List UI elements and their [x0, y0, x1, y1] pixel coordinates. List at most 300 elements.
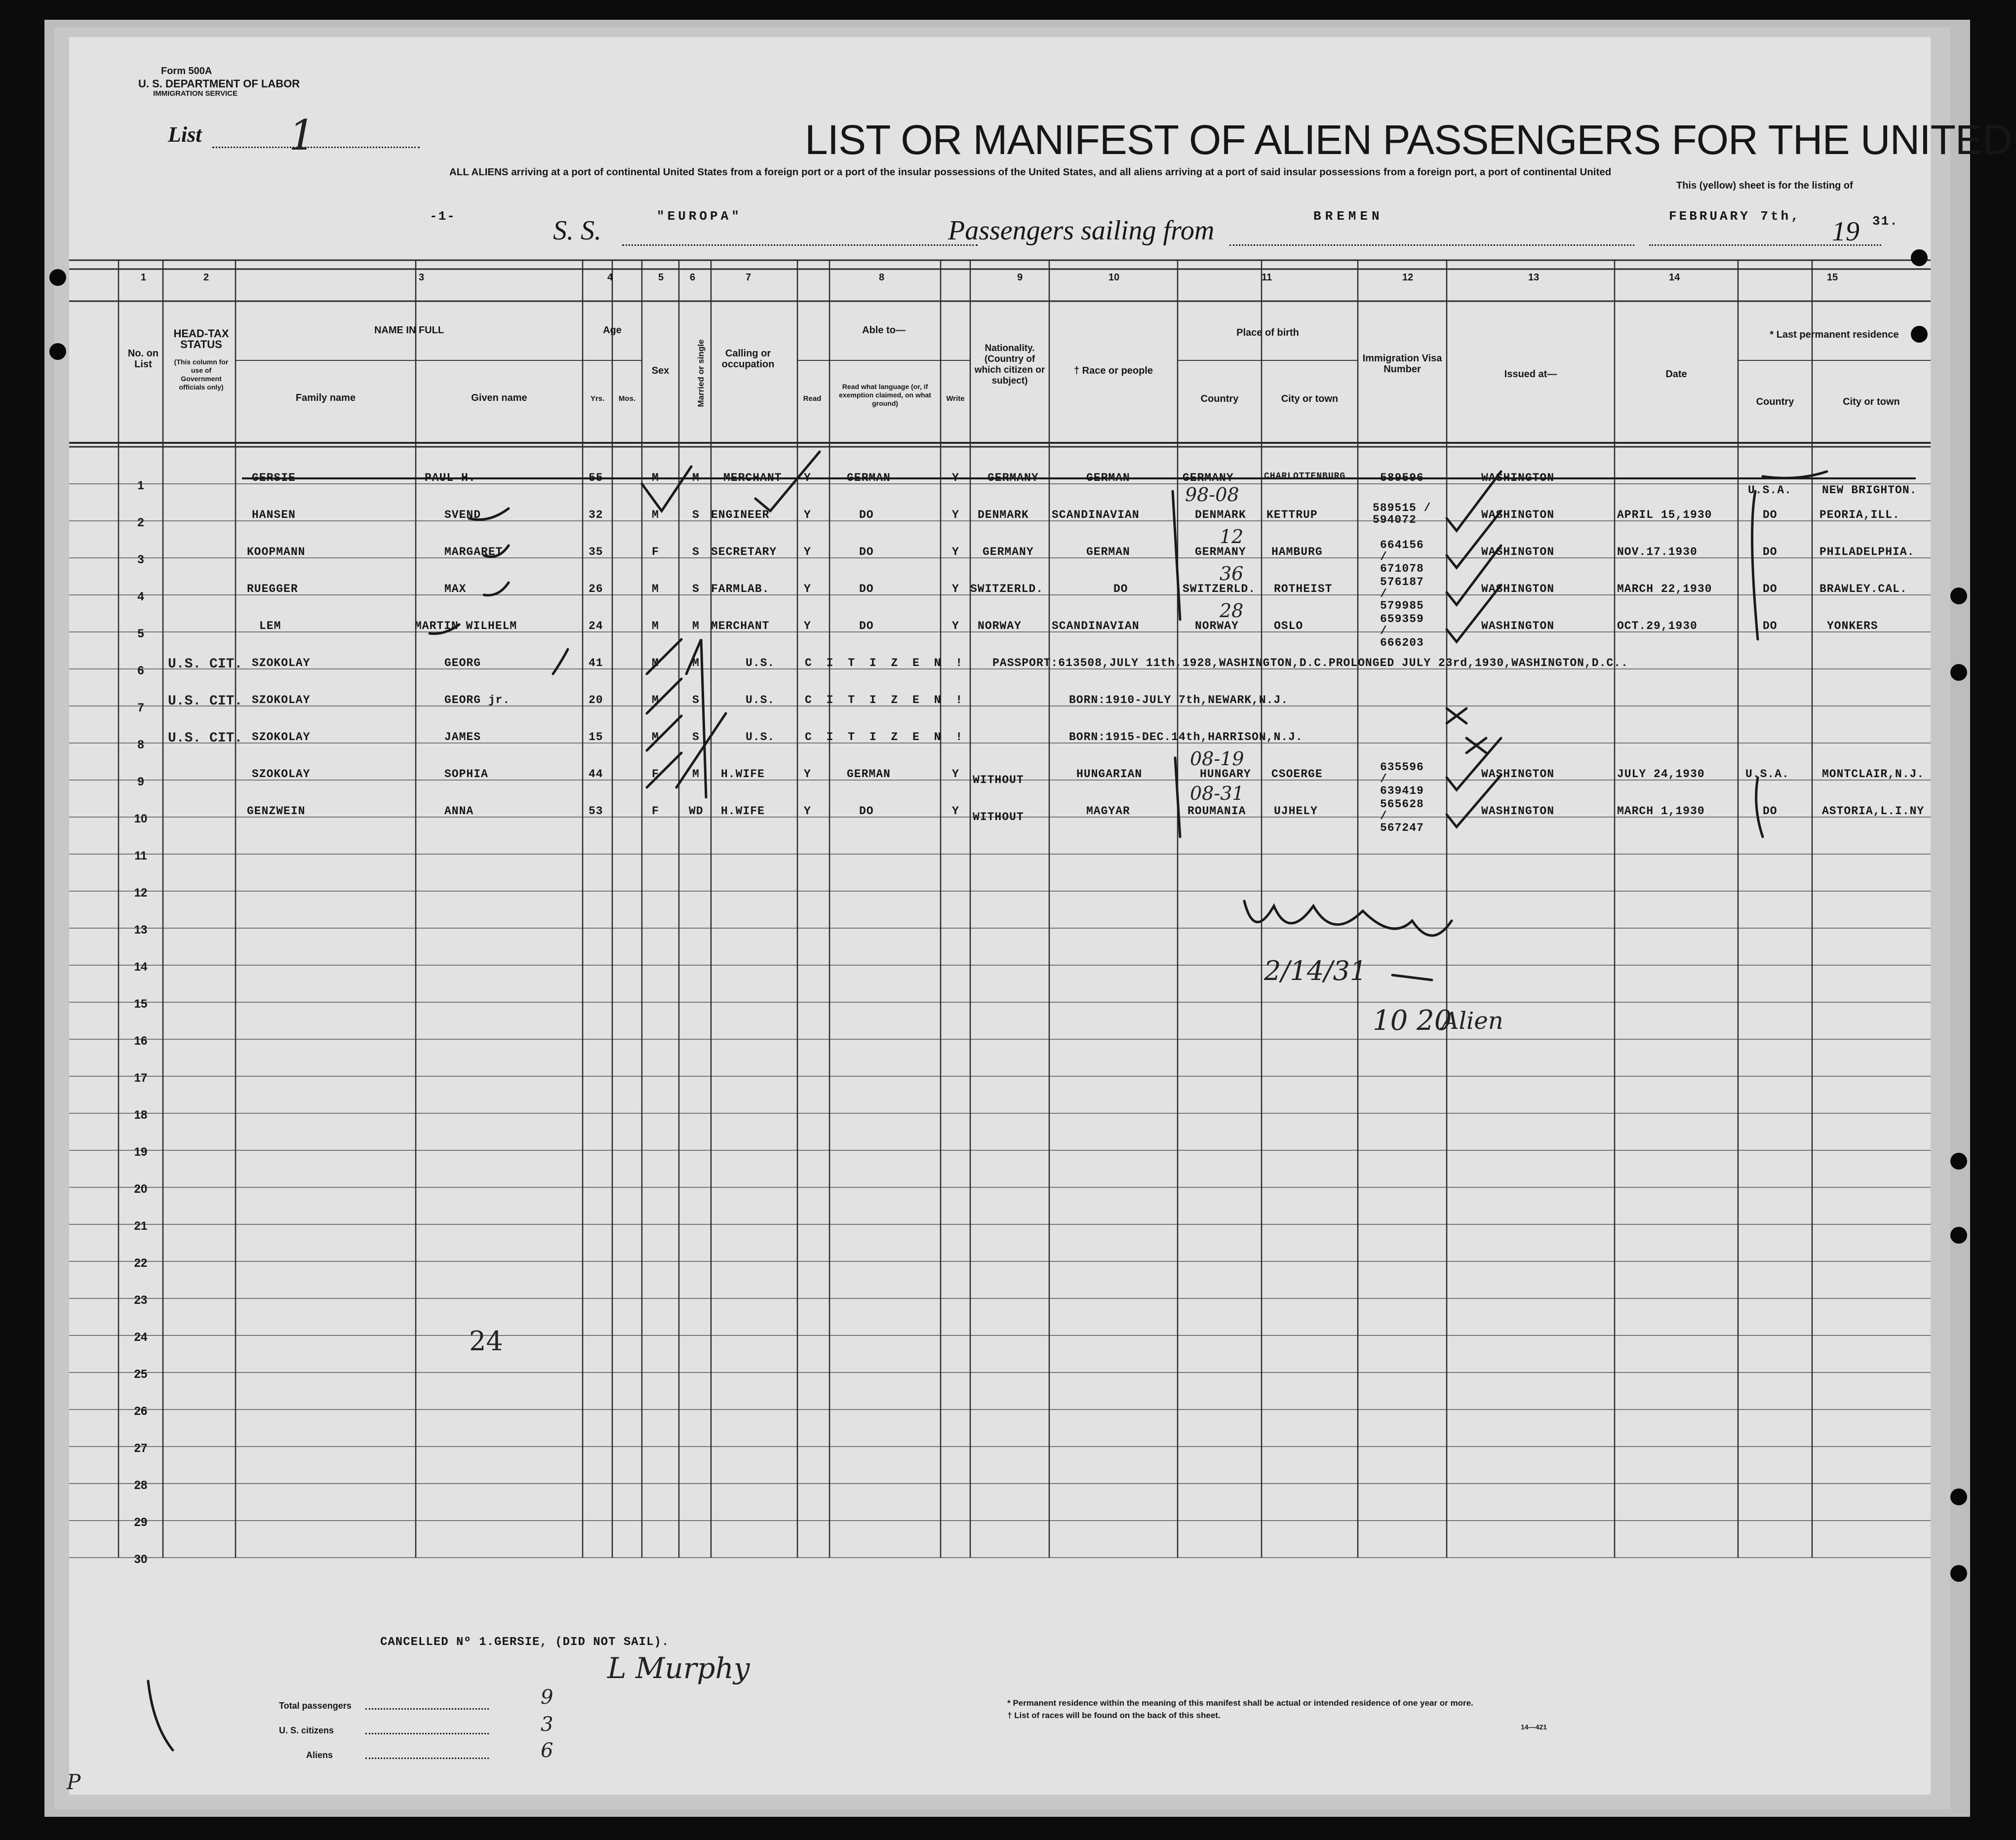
binder-hole [1911, 249, 1928, 266]
binder-hole [1950, 664, 1967, 681]
race: GERMAN [1086, 471, 1130, 484]
residence-country: DO [1763, 805, 1778, 818]
header-last-residence: * Last permanent residence [1770, 329, 1899, 340]
visa-number: 589515 / 594072 [1373, 502, 1431, 526]
occupation: SECRETARY [711, 546, 777, 558]
sex: F [652, 546, 659, 558]
header-place-of-birth: Place of birth [1236, 327, 1299, 338]
birth-country: GERMANY [1183, 471, 1234, 484]
marital-status: M [692, 657, 700, 669]
can-read: Y [804, 546, 811, 558]
tick-mark [469, 509, 509, 520]
marital-status: M [692, 471, 700, 484]
column-number: 9 [1017, 272, 1023, 283]
bracket-line [1175, 758, 1180, 837]
binder-hole [1950, 1488, 1967, 1505]
given-name: MARGARET [444, 546, 503, 558]
issued-at: WASHINGTON [1481, 805, 1555, 818]
nationality: SWITZERLD. [970, 583, 1044, 595]
given-name: GEORG [444, 657, 481, 669]
given-name: ANNA [444, 805, 474, 818]
binder-hole [1911, 326, 1928, 343]
residence-country: DO [1763, 583, 1778, 595]
marital-status: WD [689, 805, 704, 818]
residence-city: PEORIA,ILL. [1819, 509, 1900, 521]
family-name: GENZWEIN [247, 805, 306, 818]
header-date: Date [1665, 369, 1687, 380]
race: MAGYAR [1086, 805, 1130, 818]
row-number: 26 [134, 1405, 148, 1418]
row-number: 7 [137, 701, 144, 714]
age-years: 26 [589, 583, 603, 595]
citizens-dots [365, 1733, 489, 1734]
issued-at: WASHINGTON [1481, 768, 1555, 781]
binder-hole [1950, 1153, 1967, 1170]
read-language: GERMAN [847, 768, 891, 781]
birth-city: KETTRUP [1266, 509, 1318, 521]
occupation: H.WIFE [721, 805, 765, 818]
residence-city: ASTORIA,L.I.NY [1822, 805, 1925, 818]
row-number: 5 [137, 627, 144, 640]
ship-name: "EUROPA" [657, 209, 742, 224]
header-yrs: Yrs. [590, 394, 605, 403]
birth-city: HAMBURG [1271, 546, 1323, 558]
slash-mark [647, 679, 681, 713]
row-number: 29 [134, 1516, 148, 1529]
row-number: 30 [134, 1553, 148, 1566]
cross-icon [1466, 738, 1486, 753]
visa-number: 576187 / 579985 [1380, 576, 1424, 612]
row-number: 12 [134, 886, 148, 900]
can-write: Y [952, 509, 959, 521]
age-years: 15 [589, 731, 603, 744]
given-name: PAUL H. [425, 471, 476, 484]
sex: M [652, 509, 659, 521]
given-name: SOPHIA [444, 768, 488, 781]
can-read: Y [804, 768, 811, 781]
row-number: 9 [137, 775, 144, 788]
check-icon [1447, 775, 1501, 827]
occupation: ENGINEER [711, 509, 770, 521]
citizen-note: C I T I Z E N ! [805, 657, 967, 669]
row-number: 1 [137, 479, 144, 492]
sex: M [652, 620, 659, 632]
column-number: 5 [658, 272, 664, 283]
can-read: Y [804, 471, 811, 484]
print-code: 14—421 [1521, 1723, 1547, 1731]
birth-city: CHARLOTTENBURG [1264, 471, 1346, 481]
birth-city: ROTHEIST [1274, 583, 1333, 595]
birth-country: DENMARK [1195, 509, 1246, 521]
row-number: 10 [134, 812, 148, 825]
residence-country: DO [1763, 620, 1778, 632]
marital-status: S [692, 694, 700, 706]
can-read: Y [804, 583, 811, 595]
family-name: SZOKOLAY [252, 657, 311, 669]
marital-status: S [692, 731, 700, 744]
birth-city: CSOERGE [1271, 768, 1323, 781]
family-name: SZOKOLAY [252, 694, 311, 706]
read-language: DO [859, 583, 874, 595]
age-years: 35 [589, 546, 603, 558]
slash-mark [647, 716, 681, 750]
check-icon [1447, 585, 1501, 642]
slash-mark [647, 639, 681, 674]
binder-hole [49, 343, 66, 360]
residence-country: DO [1763, 509, 1778, 521]
row-number: 16 [134, 1034, 148, 1048]
total-passengers-value: 9 [541, 1686, 553, 1709]
header-read: Read [803, 394, 822, 403]
row-number: 15 [134, 997, 148, 1011]
row-number: 6 [137, 664, 144, 677]
binder-hole [49, 269, 66, 286]
issued-at: WASHINGTON [1481, 620, 1555, 632]
issue-date: MARCH 22,1930 [1617, 583, 1712, 595]
birth-city: OSLO [1274, 620, 1304, 632]
header-visa: Immigration Visa Number [1362, 353, 1442, 375]
family-name: HANSEN [252, 509, 296, 521]
cancelled-note: CANCELLED Nº 1.GERSIE, (DID NOT SAIL). [380, 1636, 670, 1649]
header-sex: Sex [651, 365, 670, 376]
marital-status: S [692, 583, 700, 595]
row-number: 20 [134, 1182, 148, 1196]
header-no-on-list: No. on List [127, 348, 159, 370]
handwritten-date: 2/14/31 [1264, 955, 1367, 986]
corner-mark: P [67, 1770, 81, 1794]
handwritten-cit-mark: U.S. CIT. [168, 731, 243, 746]
handwritten-code: 12 [1220, 526, 1244, 548]
manifest-subtitle: ALL ALIENS arriving at a port of continental United States from a foreign port or a port of the insular possessions of the United States, and all aliens arriving at a port of said insular possessions from a foreign port, a port of continental United [449, 166, 1612, 178]
row-number: 27 [134, 1442, 148, 1455]
row-number: 8 [137, 738, 144, 751]
ss-label: S. S. [553, 215, 601, 246]
sex: M [652, 731, 659, 744]
column-number: 7 [746, 272, 751, 283]
column-number: 4 [607, 272, 613, 283]
header-res-city: City or town [1843, 396, 1900, 407]
can-read: Y [804, 509, 811, 521]
birth-country: SWITZERLD. [1183, 583, 1256, 595]
handwritten-code: 98-08 [1185, 484, 1239, 506]
family-name: RUEGGER [247, 583, 298, 595]
residence-country: U.S.A. [1748, 484, 1792, 497]
race: HUNGARIAN [1076, 768, 1143, 781]
can-write: Y [952, 768, 959, 781]
yellow-sheet-note: This (yellow) sheet is for the listing of [1676, 180, 1853, 191]
manifest-sheet [67, 37, 2012, 1795]
age-years: 20 [589, 694, 603, 706]
issue-date: MARCH 1,1930 [1617, 805, 1705, 818]
row-number: 23 [134, 1293, 148, 1307]
read-language: DO [859, 805, 874, 818]
citizens-value: 3 [541, 1713, 553, 1736]
family-name: LEM [259, 620, 281, 632]
visa-number: 589596 [1380, 471, 1424, 484]
sailing-date: FEBRUARY 7th, [1669, 209, 1801, 224]
read-language: DO [859, 620, 874, 632]
cross-icon [1447, 708, 1466, 723]
residence-city: YONKERS [1827, 620, 1878, 632]
nationality: NORWAY [978, 620, 1022, 632]
age-years: 24 [589, 620, 603, 632]
department-name: U. S. DEPARTMENT OF LABOR [138, 78, 300, 90]
row-number: 2 [137, 516, 144, 529]
column-number: 3 [419, 272, 425, 283]
can-write: Y [952, 805, 959, 818]
handwritten-code: 36 [1220, 563, 1244, 585]
residence-country: U.S.A. [1745, 768, 1789, 781]
check-icon [755, 452, 820, 511]
issued-at: WASHINGTON [1481, 509, 1555, 521]
row-number: 17 [134, 1071, 148, 1085]
can-read: Y [804, 620, 811, 632]
ink-stroke [1763, 471, 1827, 478]
can-write: Y [952, 583, 959, 595]
tick-mark [430, 625, 459, 634]
bracket-line [1752, 491, 1758, 639]
visa-number: 659359 / 666203 [1380, 613, 1424, 649]
header-given-name: Given name [471, 392, 527, 403]
aliens-value: 6 [541, 1739, 553, 1762]
handwritten-cit-mark: U.S. CIT. [168, 657, 243, 672]
occupation: MERCHANT [723, 471, 782, 484]
age-years: 41 [589, 657, 603, 669]
birth-remark: BORN:1910-JULY 7th,NEWARK,N.J. [1069, 694, 1289, 706]
total-passengers-label: Total passengers [279, 1701, 352, 1711]
birth-country: HUNGARY [1200, 768, 1251, 781]
check-icon [1447, 511, 1501, 568]
handwritten-count: 10 20 [1373, 1005, 1452, 1037]
header-issued-at: Issued at— [1504, 369, 1557, 380]
binder-hole [1950, 1227, 1967, 1244]
sex: F [652, 805, 659, 818]
race: SCANDINAVIAN [1052, 620, 1140, 632]
residence-city: MONTCLAIR,N.J. [1822, 768, 1925, 781]
bracket-line [1756, 778, 1763, 837]
family-name: SZOKOLAY [252, 731, 311, 744]
nationality: WITHOUT [973, 774, 1024, 786]
marital-status: M [692, 620, 700, 632]
race: SCANDINAVIAN [1052, 509, 1140, 521]
occupation: MERCHANT [711, 620, 770, 632]
row-number: 28 [134, 1479, 148, 1492]
header-head-tax-note: (This column for use of Government officials only) [174, 358, 229, 391]
passport-remark: PASSPORT:613508,JULY 11th,1928,WASHINGTON,D.C.PROLONGED JULY 23rd,1930,WASHINGTON,D.C.. [992, 657, 1628, 669]
birth-remark: BORN:1915-DEC.14th,HARRISON,N.J. [1069, 731, 1303, 744]
aliens-label: Aliens [306, 1750, 333, 1760]
header-married: Married or single [696, 339, 706, 407]
header-birth-city: City or town [1281, 393, 1339, 404]
marital-status: S [692, 546, 700, 558]
sex: F [652, 768, 659, 781]
race: GERMAN [1086, 546, 1130, 558]
column-number: 15 [1827, 272, 1838, 283]
can-read: Y [804, 805, 811, 818]
header-nationality: Nationality. (Country of which citizen or subject) [974, 343, 1045, 386]
header-name-in-full: NAME IN FULL [374, 325, 444, 336]
slash-mark [686, 639, 706, 797]
binder-hole [1950, 587, 1967, 604]
header-calling: Calling or occupation [721, 348, 775, 370]
can-write: Y [952, 546, 959, 558]
column-number: 13 [1528, 272, 1540, 283]
given-name: GEORG jr. [444, 694, 511, 706]
header-birth-country: Country [1200, 393, 1239, 404]
visa-number: 664156 / 671078 [1380, 539, 1424, 575]
tick-mark [484, 546, 509, 557]
citizen-note: C I T I Z E N ! [805, 694, 967, 706]
handwritten-code: 08-19 [1190, 748, 1244, 770]
total-dots [365, 1708, 489, 1710]
row-number: 14 [134, 960, 148, 974]
column-number: 14 [1669, 272, 1680, 283]
footnote-races: † List of races will be found on the back of this sheet. [1007, 1711, 1221, 1720]
check-icon [642, 467, 691, 511]
residence-city: PHILADELPHIA. [1819, 546, 1915, 558]
header-age: Age [603, 325, 622, 336]
race: DO [1113, 583, 1128, 595]
header-write: Write [946, 394, 965, 403]
age-years: 53 [589, 805, 603, 818]
given-name: SVEND [444, 509, 481, 521]
slash-mark [676, 713, 726, 787]
header-race: † Race or people [1073, 365, 1153, 376]
port-name: BREMEN [1313, 209, 1384, 224]
header-head-tax: HEAD-TAX STATUS [173, 327, 229, 351]
age-years: 44 [589, 768, 603, 781]
occupation: U.S. [746, 731, 775, 744]
column-number: 6 [690, 272, 696, 283]
handwritten-alien: Alien [1442, 1007, 1503, 1035]
form-number: Form 500A [161, 66, 212, 77]
row-number: 18 [134, 1108, 148, 1122]
visa-number: 635596 / 639419 [1380, 761, 1424, 797]
birth-country: ROUMANIA [1187, 805, 1246, 818]
issue-date: NOV.17.1930 [1617, 546, 1698, 558]
handwritten-signature: L Murphy [607, 1651, 750, 1685]
row-number: 24 [134, 1331, 148, 1344]
service-name: IMMIGRATION SERVICE [153, 89, 238, 98]
family-name: GERSIE [252, 471, 296, 484]
ink-marks [69, 37, 1931, 1795]
sheet-number: -1- [430, 209, 456, 224]
column-number: 8 [879, 272, 885, 283]
year-prefix: 19 [1832, 216, 1859, 247]
row-number: 21 [134, 1219, 148, 1233]
row-number: 11 [134, 849, 147, 862]
given-name: MAX [444, 583, 467, 595]
slash-mark [647, 753, 681, 787]
marital-status: M [692, 768, 700, 781]
header-res-country: Country [1756, 396, 1794, 407]
sailing-label: Passengers sailing from [948, 215, 1215, 246]
sex: M [652, 694, 659, 706]
sex: M [652, 471, 659, 484]
nationality: GERMANY [988, 471, 1039, 484]
header-read-language: Read what language (or, if exemption claimed, on what ground) [839, 383, 931, 407]
residence-city: NEW BRIGHTON. [1822, 484, 1917, 497]
list-number: 1 [289, 111, 316, 159]
issue-date: OCT.29,1930 [1617, 620, 1698, 632]
age-years: 32 [589, 509, 603, 521]
birth-city: UJHELY [1274, 805, 1318, 818]
handwritten-code: 08-31 [1190, 783, 1244, 804]
citizens-label: U. S. citizens [279, 1725, 334, 1735]
handwritten-number: 24 [469, 1326, 503, 1357]
column-number: 1 [141, 272, 147, 283]
signature-scribble [1244, 901, 1452, 936]
read-language: GERMAN [847, 471, 891, 484]
visa-number: 565628 / 567247 [1380, 798, 1424, 834]
occupation: FARMLAB. [711, 583, 770, 595]
given-name: JAMES [444, 731, 481, 744]
occupation: U.S. [746, 694, 775, 706]
family-name: SZOKOLAY [252, 768, 311, 781]
nationality: WITHOUT [973, 811, 1024, 823]
birth-country: NORWAY [1195, 620, 1239, 632]
bracket-line [1173, 491, 1180, 620]
read-language: DO [859, 509, 874, 521]
column-number: 11 [1262, 272, 1272, 283]
nationality: GERMANY [983, 546, 1034, 558]
handwritten-code: 28 [1220, 600, 1244, 622]
nationality: DENMARK [978, 509, 1029, 521]
row-number: 4 [137, 590, 144, 603]
residence-city: BRAWLEY.CAL. [1819, 583, 1907, 595]
column-number: 12 [1402, 272, 1414, 283]
aliens-dots [365, 1758, 489, 1759]
header-family-name: Family name [295, 392, 356, 403]
tick-mark [553, 649, 568, 674]
can-write: Y [952, 620, 959, 632]
column-number: 10 [1108, 272, 1120, 283]
manifest-title: LIST OR MANIFEST OF ALIEN PASSENGERS FOR THE UNITED [805, 117, 2012, 163]
marital-status: S [692, 509, 700, 521]
family-name: KOOPMANN [247, 546, 306, 558]
birth-country: GERMANY [1195, 546, 1246, 558]
ink-stroke [1392, 975, 1432, 980]
sex: M [652, 657, 659, 669]
issued-at: WASHINGTON [1481, 471, 1555, 484]
citizen-note: C I T I Z E N ! [805, 731, 967, 744]
year-suffix: 31. [1872, 214, 1898, 229]
binder-hole [1950, 1565, 1967, 1582]
tick-mark [484, 583, 509, 595]
issued-at: WASHINGTON [1481, 583, 1555, 595]
can-write: Y [952, 471, 959, 484]
row-number: 13 [134, 923, 148, 937]
ink-stroke [148, 1681, 173, 1750]
header-able-to: Able to— [862, 325, 906, 336]
row-number: 3 [137, 553, 144, 566]
list-label: List [168, 122, 202, 147]
column-number: 2 [203, 272, 209, 283]
handwritten-cit-mark: U.S. CIT. [168, 694, 243, 709]
occupation: H.WIFE [721, 768, 765, 781]
issue-date: JULY 24,1930 [1617, 768, 1705, 781]
read-language: DO [859, 546, 874, 558]
age-years: 55 [589, 471, 603, 484]
row-number: 19 [134, 1145, 148, 1159]
footnote-residence: * Permanent residence within the meaning of this manifest shall be actual or intended residence of one year or more. [1007, 1698, 1473, 1708]
row-number: 22 [134, 1256, 148, 1270]
given-name: MARTIN WILHELM [415, 620, 517, 632]
issued-at: WASHINGTON [1481, 546, 1555, 558]
sex: M [652, 583, 659, 595]
occupation: U.S. [746, 657, 775, 669]
residence-country: DO [1763, 546, 1778, 558]
